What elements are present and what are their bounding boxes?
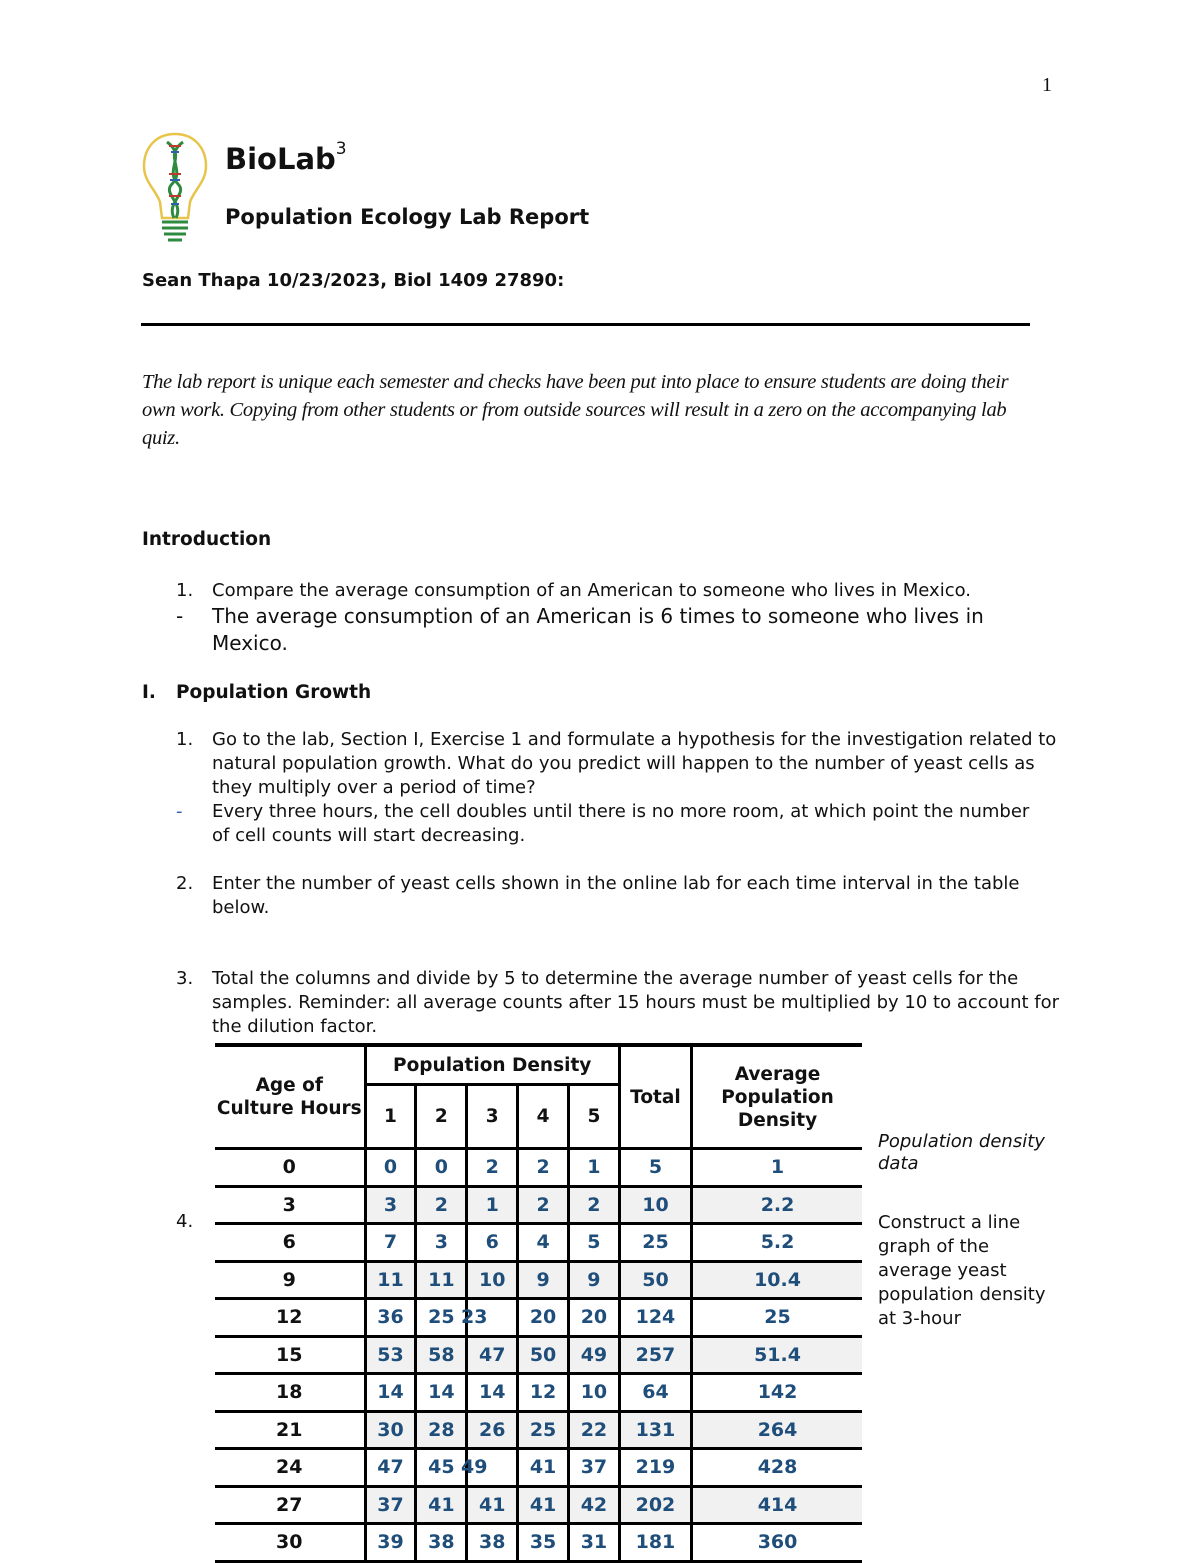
cell-sample-value: 31 [580,1531,608,1554]
author-line: Sean Thapa 10/23/2023, Biol 1409 27890: [142,270,565,291]
cell-sample-value: 2 [434,1193,448,1216]
intro-q1-marker: 1. [176,580,194,601]
cell-sample-2 [416,1224,467,1262]
cell-sample-value: 45 [428,1456,455,1479]
cell-sample-value: 14 [428,1381,455,1404]
cell-sample-value: 12 [529,1381,557,1404]
cell-sample-3 [467,1186,518,1224]
s1-q3-marker: 3. [176,968,194,989]
cell-sample-1 [365,1224,416,1262]
cell-age: 27 [215,1486,365,1524]
cell-average: 360 [692,1524,862,1562]
table-row [215,1449,862,1487]
brand-name: BioLab [225,142,336,176]
cell-total: 10 [619,1186,691,1224]
cell-sample-value: 30 [377,1418,404,1441]
cell-sample-value: 2 [485,1156,499,1179]
table-row [215,1411,862,1449]
cell-sample-value: 41 [529,1456,557,1479]
population-density-table [215,1043,862,1563]
cell-sample-1 [365,1186,416,1224]
cell-sample-2 [416,1449,467,1487]
cell-sample-value: 41 [478,1493,506,1516]
cell-sample-5 [568,1374,619,1412]
cell-sample-value: 23 [460,1306,488,1329]
cell-average: 264 [692,1411,862,1449]
cell-sample-5 [568,1149,619,1187]
header-total: Total [619,1045,691,1149]
cell-sample-value: 25 [428,1306,455,1329]
cell-age: 24 [215,1449,365,1487]
table-row [215,1374,862,1412]
cell-age: 18 [215,1374,365,1412]
cell-sample-3 [467,1411,518,1449]
cell-sample-value: 36 [377,1306,404,1329]
cell-average: 414 [692,1486,862,1524]
cell-sample-2 [416,1336,467,1374]
cell-average: 428 [692,1449,862,1487]
cell-sample-value: 25 [529,1418,557,1441]
side-note: Population density data [878,1131,1045,1174]
header-sample-1: 1 [365,1085,416,1149]
cell-sample-value: 53 [377,1343,404,1366]
cell-total: 202 [619,1486,691,1524]
academic-integrity-notice: The lab report is unique each semester and checks have been put into place to ensure students are doing their own work. Copying from other students or from outside sources will result in a zero on the accompanying lab quiz. [142,371,1009,449]
cell-sample-1 [365,1411,416,1449]
cell-sample-5 [568,1411,619,1449]
section1-heading: Population Growth [176,682,372,703]
cell-sample-value: 38 [478,1531,506,1554]
cell-sample-value: 1 [587,1156,601,1179]
cell-average: 142 [692,1374,862,1412]
cell-sample-value: 47 [478,1343,506,1366]
cell-sample-value: 39 [377,1531,404,1554]
cell-sample-4 [518,1374,569,1412]
cell-sample-1 [365,1486,416,1524]
cell-sample-value: 42 [580,1493,608,1516]
cell-sample-value: 10 [478,1268,506,1291]
cell-sample-3 [460,1449,518,1487]
cell-age: 30 [215,1524,365,1562]
cell-sample-value: 41 [428,1493,455,1516]
header-population-density: Population Density [365,1045,619,1085]
cell-sample-value: 28 [428,1418,455,1441]
cell-sample-3 [467,1149,518,1187]
cell-sample-value: 11 [377,1268,404,1291]
cell-sample-4 [518,1336,569,1374]
cell-sample-value: 0 [383,1156,398,1179]
cell-sample-4 [518,1411,569,1449]
cell-sample-3 [460,1299,518,1337]
intro-q1-text: Compare the average consumption of an American to someone who lives in Mexico. [212,580,972,601]
cell-sample-4 [518,1261,569,1299]
cell-average: 5.2 [692,1224,862,1262]
cell-sample-value: 0 [434,1156,448,1179]
cell-sample-2 [416,1261,467,1299]
cell-sample-1 [365,1261,416,1299]
cell-sample-value: 14 [478,1381,506,1404]
cell-sample-4 [518,1149,569,1187]
s1-q4-text: Construct a line graph of the average yeast population density at 3-hour [878,1212,1046,1329]
cell-total: 181 [619,1524,691,1562]
cell-sample-4 [518,1299,569,1337]
dna-lightbulb-logo [140,130,210,248]
header-sample-4: 4 [518,1085,569,1149]
cell-total: 50 [619,1261,691,1299]
cell-sample-5 [568,1224,619,1262]
cell-average: 25 [692,1299,862,1337]
cell-sample-value: 20 [529,1306,557,1329]
cell-total: 257 [619,1336,691,1374]
cell-sample-value: 14 [377,1381,404,1404]
cell-age: 9 [215,1261,365,1299]
table-row [215,1261,862,1299]
cell-average: 51.4 [692,1336,862,1374]
cell-sample-4 [518,1186,569,1224]
introduction-heading: Introduction [142,529,272,550]
cell-sample-4 [518,1224,569,1262]
cell-sample-value: 26 [478,1418,506,1441]
cell-sample-value: 2 [536,1193,550,1216]
s1-q1-text: Go to the lab, Section I, Exercise 1 and formulate a hypothesis for the investigation related to natural population growth. What do you predict will happen to the number of yeast cells as they multiply over a period of time? [212,729,1057,798]
cell-sample-1 [365,1449,416,1487]
cell-sample-value: 20 [580,1306,608,1329]
header-average: Average Population Density [692,1045,862,1149]
cell-sample-5 [568,1261,619,1299]
cell-sample-5 [568,1524,619,1562]
s1-q4-marker: 4. [176,1211,194,1232]
cell-sample-3 [467,1261,518,1299]
cell-sample-2 [416,1524,467,1562]
cell-sample-5 [568,1299,619,1337]
cell-sample-2 [416,1299,467,1337]
table-row [215,1224,862,1262]
cell-sample-value: 37 [580,1456,608,1479]
table-row [215,1149,862,1187]
cell-sample-3 [467,1524,518,1562]
cell-sample-value: 2 [587,1193,601,1216]
cell-sample-value: 49 [580,1343,608,1366]
cell-sample-value: 11 [428,1268,455,1291]
report-title: Population Ecology Lab Report [225,205,590,229]
cell-age: 3 [215,1186,365,1224]
table-row [215,1299,862,1337]
cell-average: 1 [692,1149,862,1187]
cell-sample-value: 10 [580,1381,608,1404]
cell-sample-4 [518,1524,569,1562]
cell-sample-2 [416,1149,467,1187]
cell-sample-1 [365,1299,416,1337]
cell-sample-value: 9 [536,1268,550,1291]
cell-sample-value: 3 [434,1231,448,1254]
cell-sample-value: 49 [460,1456,488,1479]
cell-total: 64 [619,1374,691,1412]
cell-total: 131 [619,1411,691,1449]
cell-total: 124 [619,1299,691,1337]
cell-sample-value: 35 [529,1531,557,1554]
cell-age: 12 [215,1299,365,1337]
brand-title [225,139,347,176]
s1-q2-marker: 2. [176,873,194,894]
cell-sample-3 [467,1374,518,1412]
cell-average: 10.4 [692,1261,862,1299]
cell-age: 0 [215,1149,365,1187]
s1-q2-text: Enter the number of yeast cells shown in the online lab for each time interval in the table below. [212,873,1020,918]
cell-sample-value: 50 [529,1343,557,1366]
cell-sample-5 [568,1336,619,1374]
cell-sample-4 [518,1449,569,1487]
cell-sample-1 [365,1374,416,1412]
cell-sample-value: 2 [536,1156,550,1179]
cell-age: 15 [215,1336,365,1374]
page-number: 1 [1042,74,1052,96]
cell-sample-1 [365,1524,416,1562]
cell-total: 25 [619,1224,691,1262]
s1-a1-text: Every three hours, the cell doubles until there is no more room, at which point the number of cell counts will start decreasing. [212,801,1030,846]
cell-age: 21 [215,1411,365,1449]
cell-sample-value: 3 [383,1193,398,1216]
cell-sample-value: 58 [428,1343,455,1366]
cell-sample-3 [467,1224,518,1262]
cell-sample-value: 41 [529,1493,557,1516]
header-sample-2: 2 [416,1085,467,1149]
cell-sample-value: 7 [383,1231,398,1254]
intro-a1-text: The average consumption of an American is 6 times to someone who lives in Mexico. [212,604,984,655]
cell-sample-3 [467,1486,518,1524]
section1-heading-marker: I. [142,682,156,703]
header-age: Age of Culture Hours [215,1045,365,1149]
table-row [215,1336,862,1374]
divider-rule [141,323,1030,326]
cell-sample-value: 22 [580,1418,608,1441]
cell-sample-value: 38 [428,1531,455,1554]
cell-sample-1 [365,1149,416,1187]
cell-total: 219 [619,1449,691,1487]
cell-sample-1 [365,1336,416,1374]
cell-average: 2.2 [692,1186,862,1224]
s1-q3-text: Total the columns and divide by 5 to determine the average number of yeast cells for the samples. Reminder: all average counts after 15 hours must be multiplied by 10 to account for the dilution factor. [212,968,1060,1037]
cell-total: 5 [619,1149,691,1187]
header-sample-5: 5 [568,1085,619,1149]
cell-sample-value: 1 [485,1193,499,1216]
table-row [215,1524,862,1562]
cell-sample-2 [416,1411,467,1449]
cell-sample-value: 47 [377,1456,404,1479]
cell-sample-5 [568,1186,619,1224]
s1-a1-marker: - [176,801,183,822]
s1-q1-marker: 1. [176,729,194,750]
cell-sample-2 [416,1186,467,1224]
cell-sample-2 [416,1374,467,1412]
cell-sample-3 [467,1336,518,1374]
cell-sample-value: 6 [485,1231,499,1254]
cell-sample-value: 37 [377,1493,404,1516]
cell-sample-2 [416,1486,467,1524]
cell-sample-value: 4 [536,1231,550,1254]
table-row [215,1486,862,1524]
cell-sample-5 [568,1486,619,1524]
cell-sample-4 [518,1486,569,1524]
cell-sample-value: 9 [587,1268,601,1291]
cell-age: 6 [215,1224,365,1262]
cell-sample-5 [568,1449,619,1487]
intro-a1-marker: - [176,604,184,628]
header-sample-3: 3 [467,1085,518,1149]
table-row [215,1186,862,1224]
brand-superscript: 3 [335,139,347,160]
cell-sample-value: 5 [587,1231,601,1254]
